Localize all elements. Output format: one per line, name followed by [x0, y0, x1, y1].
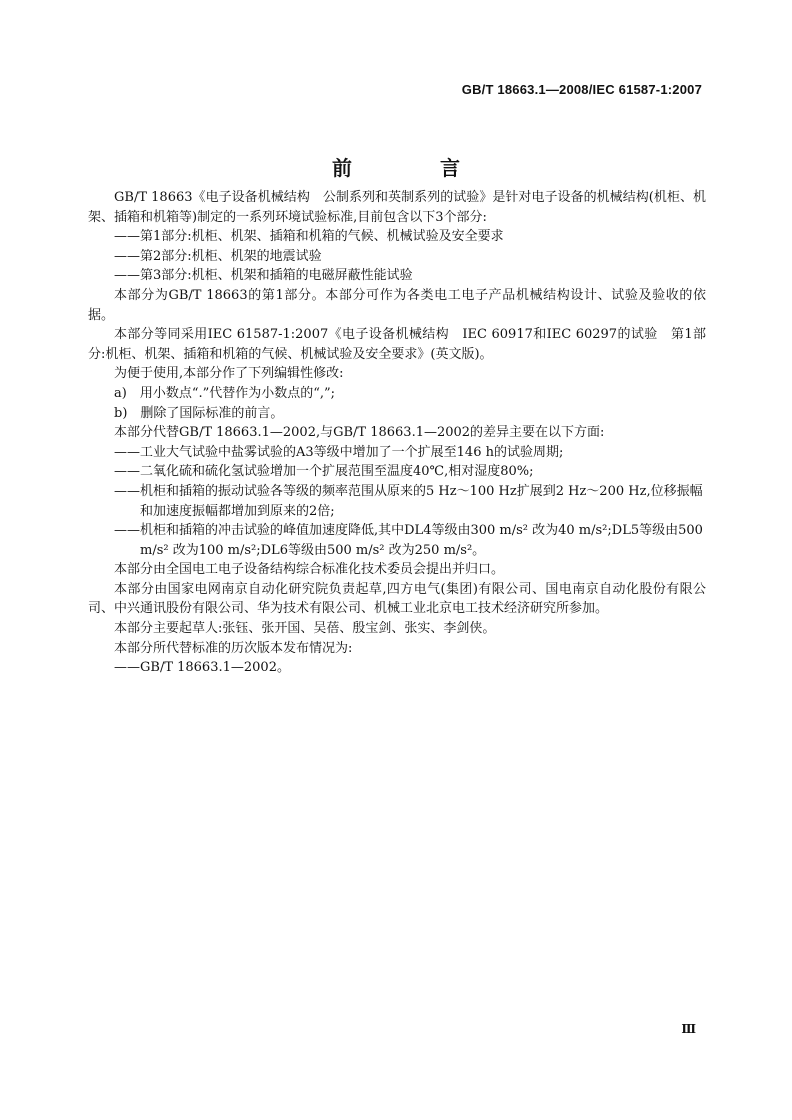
page-title: 前 言: [332, 156, 494, 180]
paragraph: 本部分为GB/T 18663的第1部分。本部分可作为各类电工电子产品机械结构设计、试验及验收的依据。: [88, 287, 706, 323]
list-item: ——第2部分:机柜、机架的地震试验: [114, 248, 322, 264]
list-item: ——工业大气试验中盐雾试验的A3等级中增加了一个扩展至146 h的试验周期;: [114, 444, 564, 460]
page-number: Ⅲ: [681, 1022, 696, 1036]
list-item: ——机柜和插箱的冲击试验的峰值加速度降低,其中DL4等级由300 m/s² 改为40 m/s²;DL5等级由500 m/s² 改为100 m/s²;DL6等级由500 m/s² 改为250 m/s²。: [114, 523, 703, 558]
list-item: ——GB/T 18663.1—2002。: [114, 660, 290, 676]
paragraph: GB/T 18663《电子设备机械结构 公制系列和英制系列的试验》是针对电子设备的机械结构(机柜、机架、插箱和机箱等)制定的一系列环境试验标准,目前包含以下3个部分:: [88, 190, 706, 225]
document-body: [88, 188, 706, 678]
paragraph: 本部分等同采用IEC 61587-1:2007《电子设备机械结构 IEC 60917和IEC 60297的试验 第1部分:机柜、机架、插箱和机箱的气候、机械试验及安全要求》(英文版)。: [88, 327, 706, 362]
paragraph: 本部分代替GB/T 18663.1—2002,与GB/T 18663.1—2002的差异主要在以下方面:: [114, 425, 605, 441]
paragraph: 为便于使用,本部分作了下列编辑性修改:: [114, 366, 344, 382]
list-item: ——机柜和插箱的振动试验各等级的频率范围从原来的5 Hz～100 Hz扩展到2 Hz～200 Hz,位移振幅和加速度振幅都增加到原来的2倍;: [114, 483, 703, 519]
list-item: ——第1部分:机柜、机架、插箱和机箱的气候、机械试验及安全要求: [114, 229, 504, 245]
list-item: ——第3部分:机柜、机架和插箱的电磁屏蔽性能试验: [114, 268, 413, 284]
paragraph: 本部分由全国电工电子设备结构综合标准化技术委员会提出并归口。: [114, 562, 505, 578]
list-item: ——二氧化硫和硫化氢试验增加一个扩展范围至温度40℃,相对湿度80%;: [114, 464, 534, 480]
standard-number-header: GB/T 18663.1—2008/IEC 61587-1:2007: [461, 82, 702, 97]
list-item: a) 用小数点“.”代替作为小数点的“,”;: [114, 385, 336, 401]
paragraph: 本部分由国家电网南京自动化研究院负责起草,四方电气(集团)有限公司、国电南京自动化股份有限公司、中兴通讯股份有限公司、华为技术有限公司、机械工业北京电工技术经济研究所参加。: [88, 581, 706, 617]
list-item: b) 删除了国际标准的前言。: [114, 405, 284, 421]
paragraph: 本部分主要起草人:张钰、张开国、吴蓓、殷宝剑、张实、李剑侠。: [114, 621, 496, 637]
paragraph: 本部分所代替标准的历次版本发布情况为:: [114, 640, 353, 656]
